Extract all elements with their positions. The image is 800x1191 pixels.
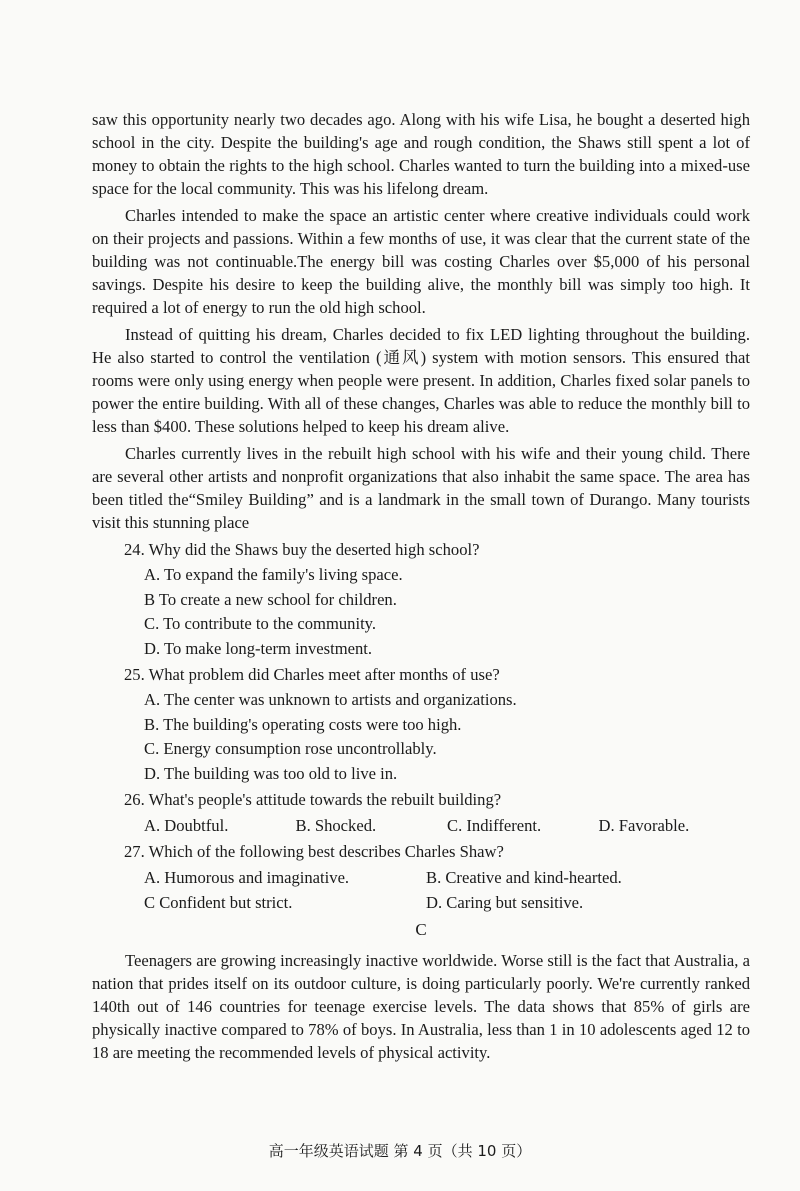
option-d: D. Favorable. bbox=[598, 816, 690, 835]
question-27 bbox=[92, 840, 750, 915]
option-a: A. The center was unknown to artists and organizations. bbox=[144, 690, 517, 709]
paragraph-b3: Instead of quitting his dream, Charles decided to fix LED lighting throughout the building. He also started to control the ventilation (通风) system with motion sensors. This ensured that rooms were only using energy when people were present. In addition, Charles fixed solar panels to power the entire building. With all of these changes, Charles was able to reduce the monthly bill to less than $400. These solutions helped to keep his dream alive. bbox=[92, 325, 750, 436]
question-stem: 27. Which of the following best describes Charles Shaw? bbox=[124, 842, 504, 861]
page-footer: 高一年级英语试题 第 4 页（共 10 页） bbox=[268, 1142, 532, 1160]
option-c: C. Indifferent. bbox=[447, 816, 542, 835]
option-a: A. Humorous and imaginative. bbox=[144, 868, 350, 887]
option-b: B To create a new school for children. bbox=[144, 589, 397, 609]
question-stem: 25. What problem did Charles meet after months of use? bbox=[124, 665, 500, 684]
option-b: B. Creative and kind-hearted. bbox=[426, 868, 622, 887]
option-c: C. Energy consumption rose uncontrollably. bbox=[144, 739, 437, 758]
option-b: B. Shocked. bbox=[295, 816, 377, 835]
question-24 bbox=[92, 538, 750, 661]
options-row bbox=[92, 813, 750, 838]
question-25 bbox=[92, 663, 750, 786]
option-d: D. To make long-term investment. bbox=[144, 638, 373, 658]
option-a: A. Doubtful. bbox=[144, 816, 229, 835]
question-26 bbox=[92, 788, 750, 838]
option-c: C. To contribute to the community. bbox=[144, 614, 377, 633]
option-a: A. To expand the family's living space. bbox=[144, 565, 403, 584]
option-b: B. The building's operating costs were too high. bbox=[144, 714, 462, 734]
paragraph-b4: Charles currently lives in the rebuilt high school with his wife and their young child. There are several other artists and nonprofit organizations that also inhabit the same space. The area has been titled the“Smiley Building” and is a landmark in the small town of Durango. Many tourists visit this stunning place bbox=[92, 444, 750, 532]
paragraph-c1: Teenagers are growing increasingly inactive worldwide. Worse still is the fact that Australia, a nation that prides itself on its outdoor culture, is doing particularly poorly. We're currently ranked 140th out of 146 countries for teenage exercise levels. The data shows that 85% of girls are physically inactive compared to 78% of boys. In Australia, less than 1 in 10 adolescents aged 12 to 18 are meeting the recommended levels of physical activity. bbox=[92, 951, 750, 1062]
option-c: C Confident but strict. bbox=[144, 893, 293, 912]
section-heading: C bbox=[415, 920, 427, 939]
paragraph-b2: Charles intended to make the space an artistic center where creative individuals could work on their projects and passions. Within a few months of use, it was clear that the current state of the building was not continuable.The energy bill was costing Charles over $5,000 of his personal savings. Despite his desire to keep the building alive, the monthly bill was simply too high. It required a lot of energy to run the old high school. bbox=[92, 206, 750, 317]
question-stem: 26. What's people's attitude towards the rebuilt building? bbox=[124, 790, 502, 809]
options-row bbox=[92, 890, 750, 915]
options-row bbox=[92, 865, 750, 890]
option-d: D. The building was too old to live in. bbox=[144, 763, 398, 783]
paragraph-b1: saw this opportunity nearly two decades ago. Along with his wife Lisa, he bought a deserted high school in the city. Despite the building's age and rough condition, the Shaws still spent a lot of money to obtain the rights to the high school. Charles wanted to turn the building into a mixed-use space for the local community. This was his lifelong dream. bbox=[92, 110, 750, 198]
question-stem: 24. Why did the Shaws buy the deserted high school? bbox=[124, 540, 480, 559]
option-d: D. Caring but sensitive. bbox=[426, 893, 584, 912]
